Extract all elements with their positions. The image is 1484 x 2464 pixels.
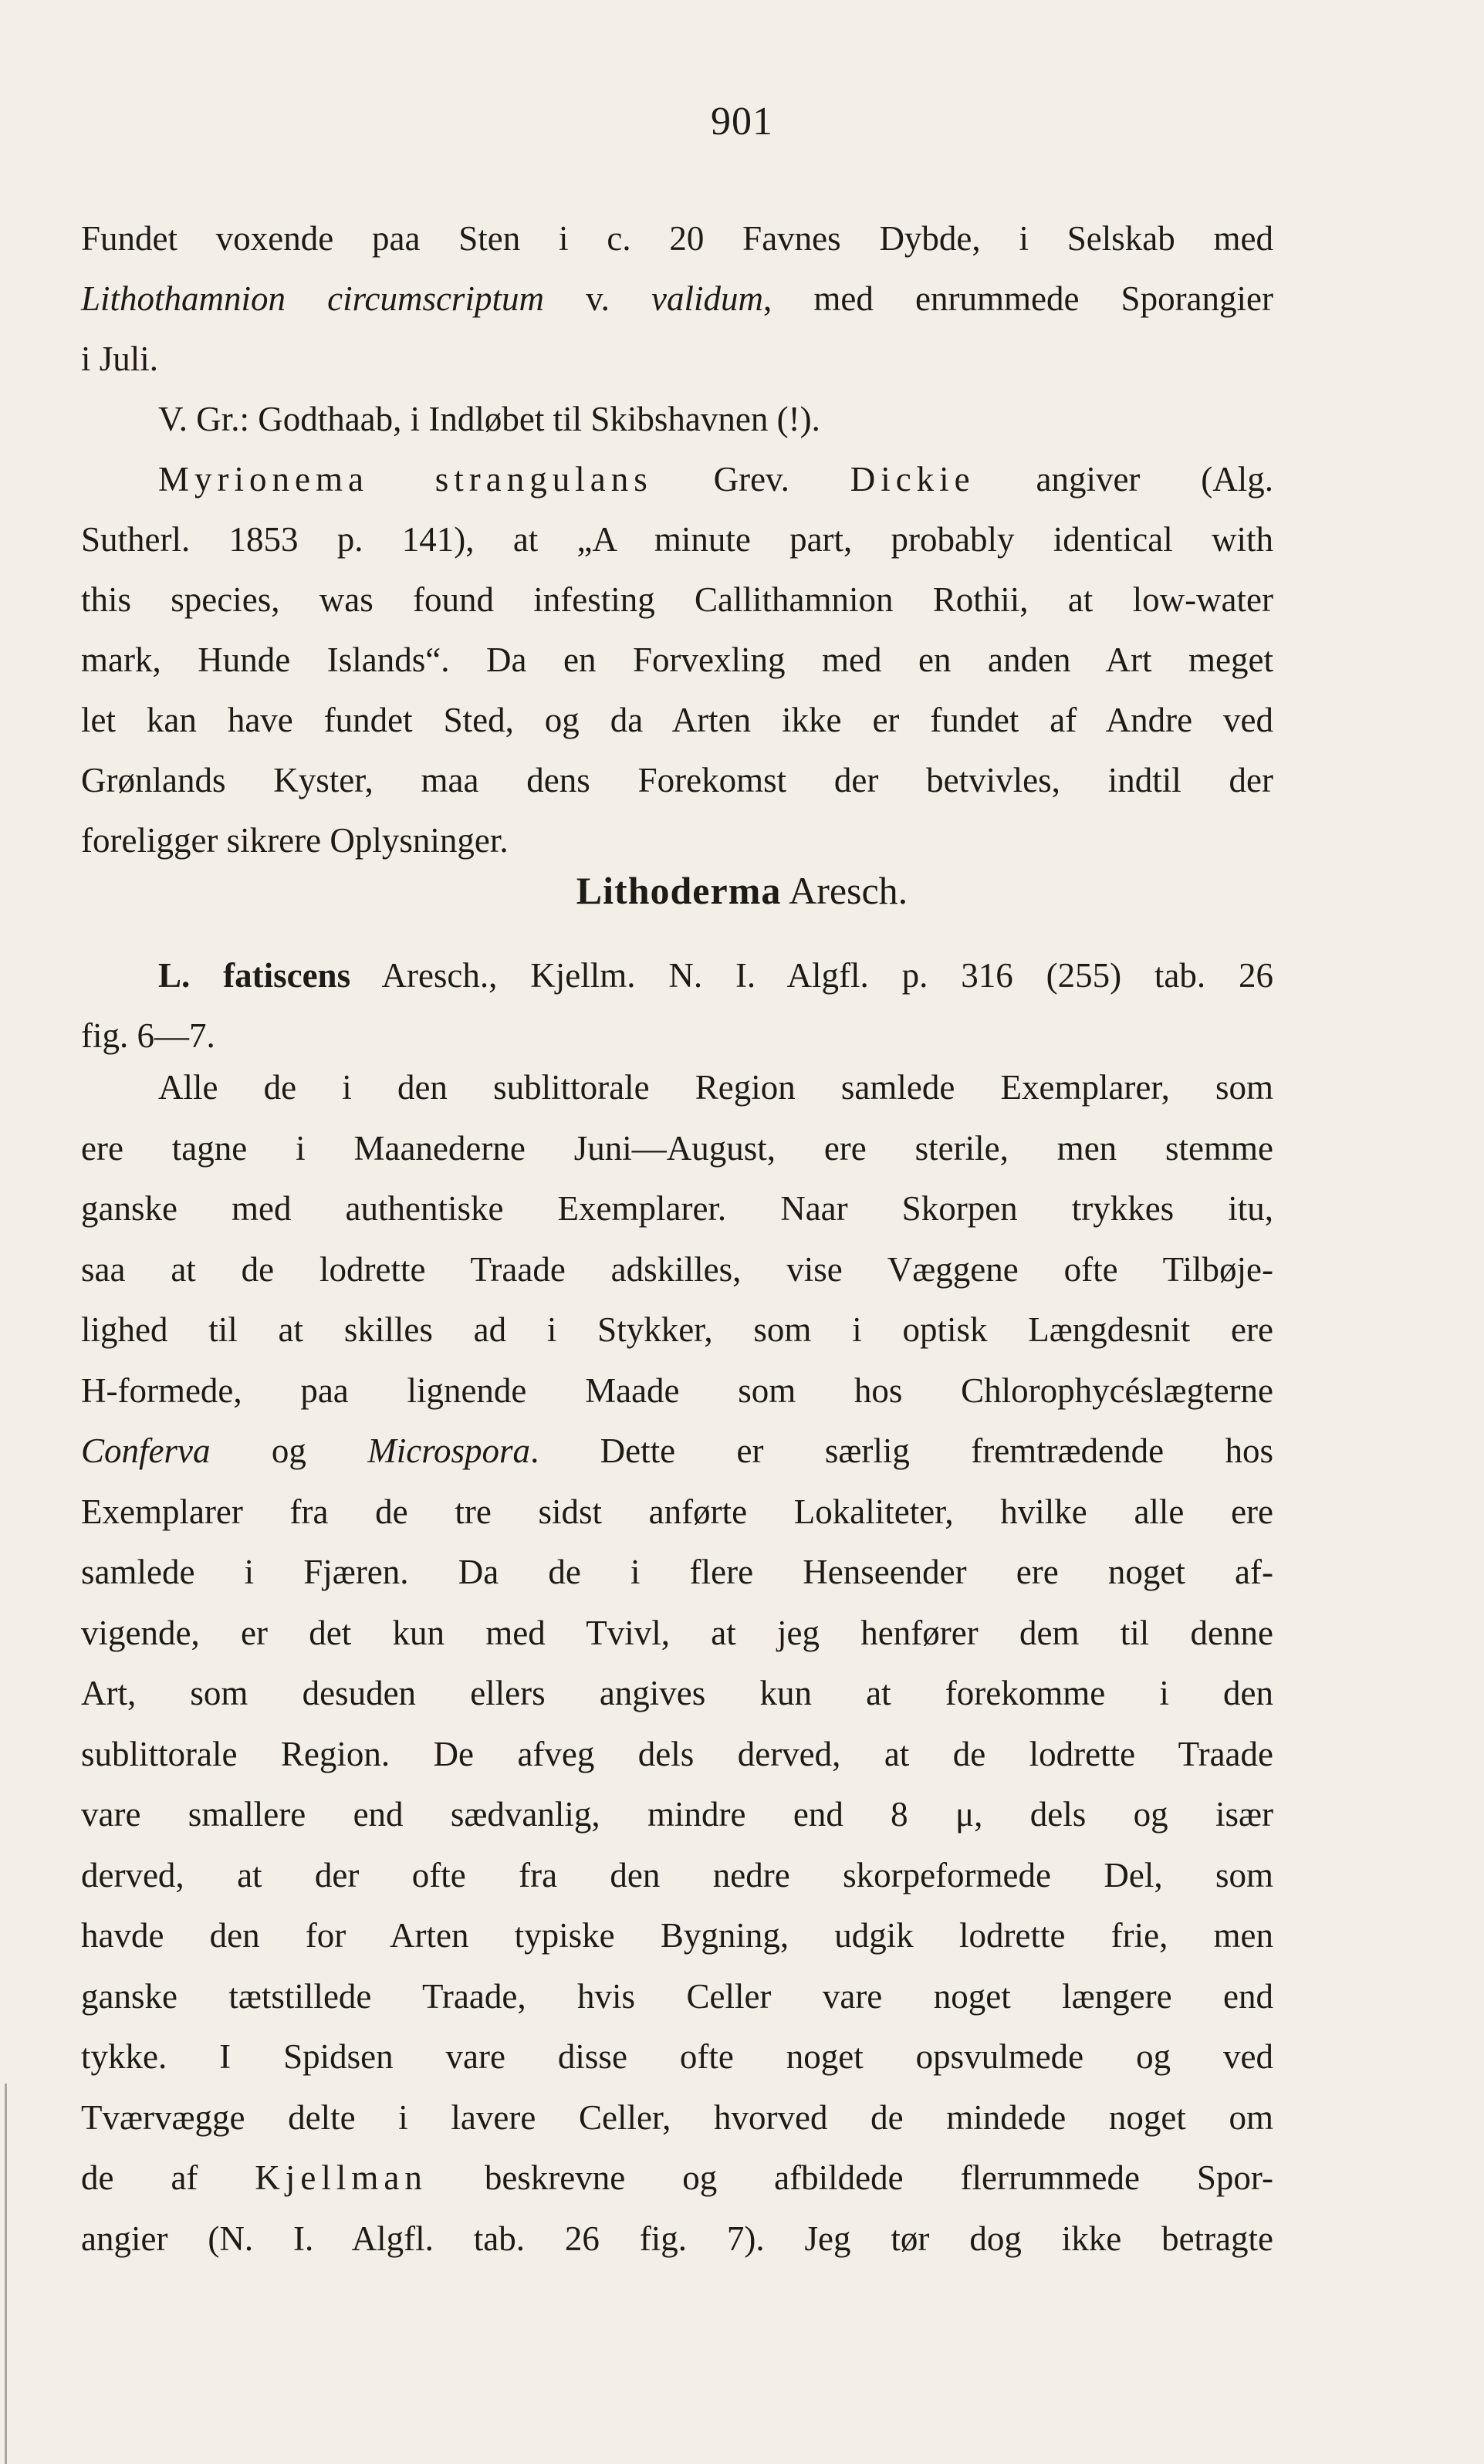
author-name: Dickie (850, 460, 975, 499)
genus-author: Aresch. (781, 869, 908, 912)
text-line: Sutherl. 1853 p. 141), at „A minute part, probably identical with (81, 520, 1273, 559)
genus-name: Lithoderma (576, 869, 782, 912)
taxon-name: Lithothamnion circumscriptum (81, 279, 544, 318)
text-line: Tværvægge delte i lavere Celler, hvorved de mindede noget om (81, 2097, 1273, 2137)
text-line: samlede i Fjæren. Da de i flere Henseender ere noget af- (81, 1553, 1273, 1591)
text-line: this species, was found infesting Callithamnion Rothii, at low-water (81, 580, 1273, 619)
text-line: let kan have fundet Sted, og da Arten ikke er fundet af Andre ved (81, 701, 1273, 739)
species-name: L. fatiscens (158, 956, 351, 995)
text-line: lighed til at skilles ad i Stykker, som i optisk Længdesnit ere (81, 1310, 1273, 1349)
paragraph-occurrence (81, 208, 1273, 449)
genus-heading (0, 868, 1484, 913)
text-fragment: Grev. (652, 460, 850, 499)
text-line: Art, som desuden ellers angives kun at forekomme i den (81, 1674, 1273, 1712)
text-line: tykke. I Spidsen vare disse ofte noget opsvulmede og ved (81, 2037, 1273, 2076)
locality-line (81, 389, 1273, 449)
text-fragment: , med enrummede Sporangier (763, 279, 1273, 318)
text-line: H-formede, paa lignende Maade som hos Chlorophycéslægterne (81, 1371, 1273, 1410)
text-fragment: v. (543, 279, 652, 318)
author-name: Kjellman (255, 2158, 428, 2197)
text-line: sublittorale Region. De afveg dels derved, at de lodrette Traade (81, 1734, 1273, 1773)
text-line: mark, Hunde Islands“. Da en Forvexling med en anden Art meget (81, 641, 1273, 679)
species-reference: Aresch., Kjellm. N. I. Algfl. p. 316 (255) tab. 26 (350, 956, 1273, 995)
text-line: ere tagne i Maanederne Juni—August, ere sterile, men stemme (81, 1128, 1273, 1168)
text-line (81, 1057, 1273, 1118)
taxon-variety: validum (651, 279, 764, 318)
taxon-name: Conferva (81, 1431, 211, 1470)
text-fragment: . Dette er særlig fremtrædende hos (530, 1431, 1273, 1470)
text-line: i Juli. (81, 340, 159, 378)
text-fragment: Alle de i den sublittorale Region samlede Exemplarer, som (158, 1068, 1273, 1107)
scan-edge-shadow (5, 2084, 7, 2464)
text-line: Exemplarer fra de tre sidst anførte Lokaliteter, hvilke alle ere (81, 1492, 1273, 1531)
text-line: saa at de lodrette Traade adskilles, vise Væggene ofte Tilbøje- (81, 1249, 1273, 1289)
text-line: ganske med authentiske Exemplarer. Naar Skorpen trykkes itu, (81, 1189, 1273, 1228)
taxon-name: Myrionema strangulans (158, 460, 653, 499)
text-line: vigende, er det kun med Tvivl, at jeg henfører dem til denne (81, 1613, 1273, 1652)
paragraph-lithoderma (81, 1057, 1273, 2269)
taxon-name: Microspora (367, 1431, 531, 1470)
locality-text: V. Gr.: Godthaab, i Indløbet til Skibshavnen (!). (158, 400, 820, 438)
text-line (81, 449, 1273, 509)
text-line: derved, at der ofte fra den nedre skorpeformede Del, som (81, 1855, 1273, 1894)
text-line: Fundet voxende paa Sten i c. 20 Favnes Dybde, i Selskab med (81, 219, 1273, 258)
text-fragment: de af (81, 2158, 255, 2197)
text-line: fig. 6—7. (81, 1016, 215, 1055)
text-line: angier (N. I. Algfl. tab. 26 fig. 7). Jeg tør dog ikke betragte (81, 2219, 1273, 2258)
text-line: ganske tætstillede Traade, hvis Celler vare noget længere end (81, 1976, 1273, 2016)
paragraph-myrionema (81, 449, 1273, 870)
text-line: havde den for Arten typiske Bygning, udgik lodrette frie, men (81, 1916, 1273, 1955)
text-line: Grønlands Kyster, maa dens Forekomst der betvivles, indtil der (81, 761, 1273, 799)
page-number: 901 (711, 100, 773, 144)
species-heading (81, 945, 1273, 1066)
text-fragment: og (210, 1431, 368, 1470)
text-line: vare smallere end sædvanlig, mindre end 8 μ, dels og især (81, 1795, 1273, 1834)
text-line: foreligger sikrere Oplysninger. (81, 821, 509, 860)
text-line (81, 1421, 1273, 1482)
text-fragment: angiver (Alg. (975, 460, 1273, 499)
text-line (81, 269, 1273, 329)
text-line (81, 2148, 1273, 2209)
text-line (81, 945, 1273, 1006)
text-fragment: beskrevne og afbildede flerrummede Spor- (427, 2158, 1273, 2197)
